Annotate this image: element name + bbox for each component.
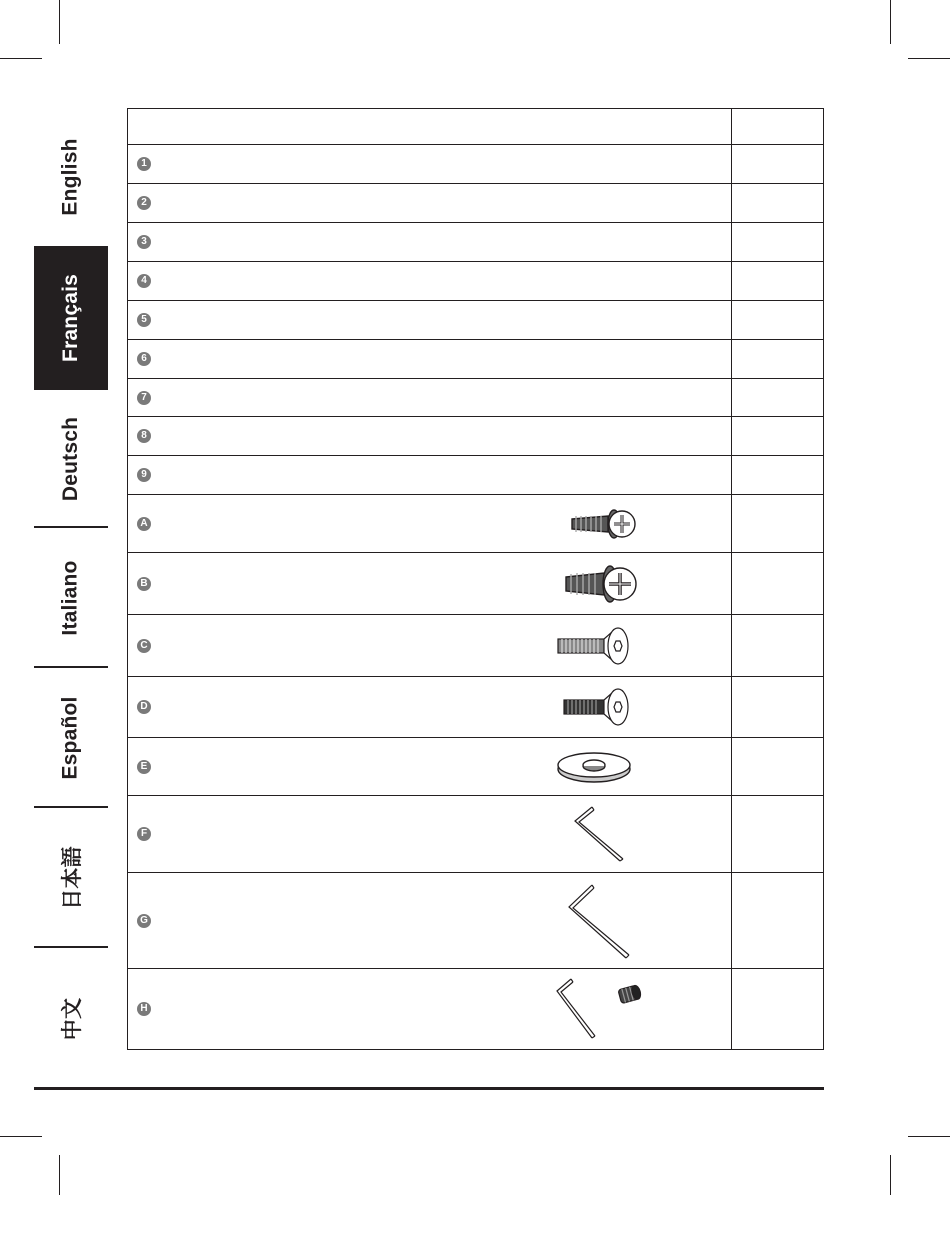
table-row (128, 615, 824, 677)
qty-cell (732, 615, 824, 677)
table-row (128, 456, 824, 495)
table-row (128, 145, 824, 184)
part-cell (128, 495, 732, 553)
hex-socket-screw-long-icon (552, 624, 632, 673)
header-qty-cell (732, 109, 824, 145)
crop-mark-top-right-v (890, 0, 891, 44)
table-row (128, 379, 824, 417)
part-id-badge: 4 (137, 274, 151, 288)
part-id-badge: 1 (137, 157, 151, 171)
part-id-badge: A (137, 517, 151, 531)
part-id-badge: C (137, 639, 151, 653)
part-cell (128, 796, 732, 873)
crop-mark-top-left-h (0, 58, 42, 59)
qty-cell (732, 223, 824, 262)
lang-tab-label: Français (59, 274, 83, 362)
qty-cell (732, 969, 824, 1050)
part-cell (128, 379, 732, 417)
part-cell (128, 969, 732, 1050)
lang-tab-label: 中文 (61, 997, 84, 1041)
qty-cell (732, 796, 824, 873)
lang-tab-chinese[interactable] (34, 950, 108, 1088)
part-id-badge: 7 (137, 391, 151, 405)
table-row (128, 969, 824, 1050)
part-cell (128, 262, 732, 301)
part-id-badge: 9 (137, 468, 151, 482)
lang-tab-japanese[interactable] (34, 810, 108, 945)
phillips-screw-small-icon (568, 504, 638, 549)
qty-cell (732, 553, 824, 615)
qty-cell (732, 495, 824, 553)
washer-icon (554, 749, 634, 790)
table-header-row (128, 109, 824, 145)
crop-mark-top-left-v (59, 0, 60, 44)
part-id-badge: 6 (137, 352, 151, 366)
parts-table (127, 108, 824, 1050)
part-cell (128, 145, 732, 184)
lang-tab-english[interactable] (34, 108, 108, 246)
allen-key-and-set-screw-icon (554, 976, 654, 1047)
lang-tab-label: 日本語 (60, 845, 84, 910)
header-part-cell (128, 109, 732, 145)
crop-mark-bottom-left-h (0, 1136, 42, 1137)
table-row (128, 553, 824, 615)
crop-mark-bottom-right-v (890, 1155, 891, 1195)
table-row (128, 223, 824, 262)
crop-mark-bottom-right-h (908, 1136, 950, 1137)
allen-key-large-icon (566, 882, 638, 965)
table-row (128, 873, 824, 969)
part-id-badge: H (137, 1002, 151, 1016)
table-row (128, 301, 824, 340)
tab-separator (34, 946, 108, 948)
part-cell (128, 553, 732, 615)
qty-cell (732, 738, 824, 796)
part-id-badge: E (137, 760, 151, 774)
crop-mark-top-right-h (908, 58, 950, 59)
part-cell (128, 184, 732, 223)
lang-tab-label: Español (59, 695, 82, 780)
qty-cell (732, 677, 824, 738)
part-cell (128, 417, 732, 456)
bottom-rule (34, 1087, 824, 1090)
part-id-badge: 5 (137, 313, 151, 327)
part-cell (128, 340, 732, 379)
table-row (128, 738, 824, 796)
table-row (128, 262, 824, 301)
allen-key-small-icon (572, 804, 632, 869)
lang-tab-label: English (59, 138, 82, 216)
tab-separator (34, 666, 108, 668)
qty-cell (732, 301, 824, 340)
table-row (128, 677, 824, 738)
part-id-badge: 8 (137, 429, 151, 443)
phillips-screw-large-icon (562, 560, 638, 613)
table-row (128, 796, 824, 873)
table-row (128, 417, 824, 456)
table-row (128, 495, 824, 553)
crop-mark-bottom-left-v (59, 1155, 60, 1195)
part-cell (128, 456, 732, 495)
qty-cell (732, 340, 824, 379)
part-cell (128, 615, 732, 677)
qty-cell (732, 145, 824, 184)
qty-cell (732, 456, 824, 495)
lang-tab-label: Deutsch (59, 416, 83, 502)
part-id-badge: D (137, 700, 151, 714)
part-cell (128, 677, 732, 738)
part-id-badge: 2 (137, 196, 151, 210)
part-id-badge: G (137, 914, 151, 928)
part-cell (128, 738, 732, 796)
part-cell (128, 873, 732, 969)
table-row (128, 184, 824, 223)
lang-tab-francais[interactable] (34, 246, 108, 390)
tab-separator (34, 526, 108, 528)
lang-tab-espanol[interactable] (34, 670, 108, 805)
qty-cell (732, 379, 824, 417)
tab-separator (34, 806, 108, 808)
qty-cell (732, 417, 824, 456)
part-id-badge: B (137, 577, 151, 591)
lang-tab-italiano[interactable] (34, 530, 108, 665)
qty-cell (732, 873, 824, 969)
lang-tab-deutsch[interactable] (34, 392, 108, 526)
part-id-badge: 3 (137, 235, 151, 249)
qty-cell (732, 262, 824, 301)
part-id-badge: F (137, 827, 151, 841)
hex-socket-screw-short-icon (552, 685, 632, 734)
lang-tab-label: Italiano (59, 559, 82, 636)
table-row (128, 340, 824, 379)
part-cell (128, 301, 732, 340)
part-cell (128, 223, 732, 262)
qty-cell (732, 184, 824, 223)
